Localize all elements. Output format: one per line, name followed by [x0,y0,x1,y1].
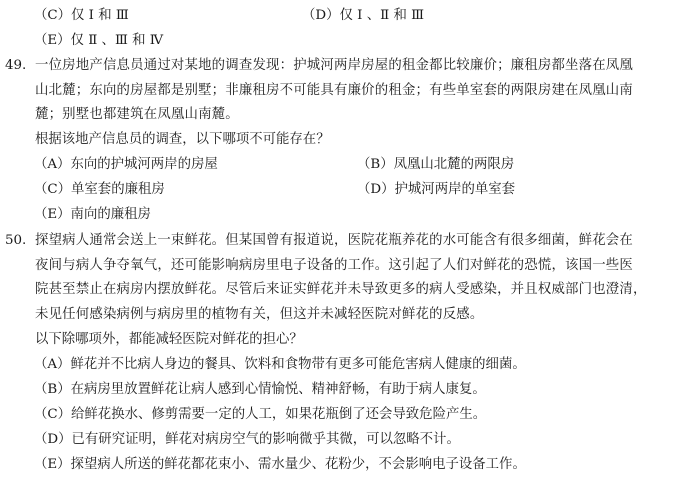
q50-option-d: （D）已有研究证明，鲜花对病房空气的影响微乎其微，可以忽略不计。 [34,432,460,447]
q49-option-e: （E）南向的廉租房 [34,207,151,222]
q50-option-a: （A）鲜花并不比病人身边的餐具、饮料和食物带有更多可能危害病人健康的细菌。 [34,357,526,372]
q49-option-a: （A）东向的护城河两岸的房屋 [34,157,218,172]
q50-stem-line: 院甚至禁止在病房内摆放鲜花。尽管后来证实鲜花并未导致更多的病人受感染，并且权威部门也澄清， [35,282,647,297]
q49-option-c: （C）单室套的廉租房 [34,182,165,197]
q49-stem-line: 一位房地产信息员通过对某地的调查发现：护城河两岸房屋的租金都比较廉价；廉租房都坐落在凤凰 [35,58,633,73]
q49-stem-line: 山北麓；东向的房屋都是别墅；非廉租房不可能具有廉价的租金；有些单室套的两限房建在凤凰山南 [35,82,633,98]
q49-number: 49. [5,58,27,73]
q50-option-c: （C）给鲜花换水、修剪需要一定的人工，如果花瓶倒了还会导致危险产生。 [34,407,487,422]
q49-stem [35,54,667,128]
q49-question: 根据该地产信息员的调查，以下哪项不可能存在？ [35,132,330,147]
q49-option-d: （D）护城河两岸的单室套 [357,182,516,197]
q50-stem-line: 夜间与病人争夺氧气，还可能影响病房里电子设备的工作。这引起了人们对鲜花的恐慌，该国一些医 [35,257,633,273]
q48-option-d: （D）仅 Ⅰ 、Ⅱ 和 Ⅲ [302,8,425,23]
q50-stem [35,229,667,327]
q50-option-e: （E）探望病人所送的鲜花都花束小、需水量少、花粉少，不会影响电子设备工作。 [34,457,526,472]
q50-question: 以下除哪项外，都能减轻医院对鲜花的担心？ [35,332,303,347]
q50-option-b: （B）在病房里放置鲜花让病人感到心情愉悦、精神舒畅，有助于病人康复。 [34,382,486,397]
q49-option-b: （B）凤凰山北麓的两限房 [357,157,515,172]
q50-stem-line: 探望病人通常会送上一束鲜花。但某国曾有报道说，医院花瓶养花的水可能含有很多细菌，鲜花会在 [35,233,633,248]
q48-option-c: （C）仅 Ⅰ 和 Ⅲ [34,8,129,23]
q50-stem-line: 未见任何感染病例与病房里的植物有关，但这并未减轻医院对鲜花的反感。 [35,306,484,322]
q50-number: 50. [5,233,27,248]
q49-stem-line: 麓；别墅也都建筑在凤凰山南麓。 [35,107,239,122]
q48-option-e: （E）仅 Ⅱ 、Ⅲ 和 Ⅳ [34,33,164,48]
